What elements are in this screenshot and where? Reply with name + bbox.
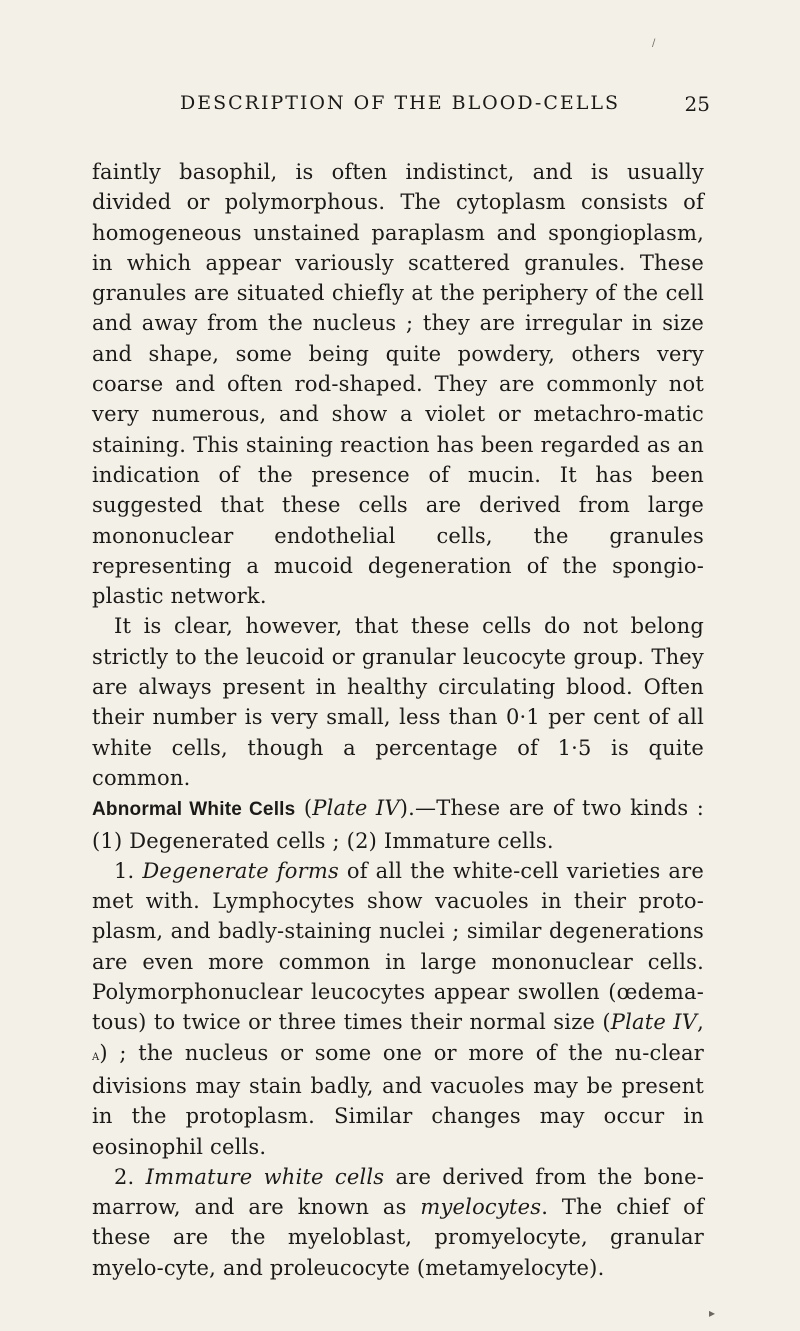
separator: , <box>697 1010 704 1035</box>
plate-reference: Plate IV <box>610 1010 698 1035</box>
term-myelocytes: myelocytes <box>420 1195 542 1220</box>
paragraph-immature-cells <box>92 1162 704 1283</box>
paragraph-text: . The chief of these are the myeloblast, promyelocyte, granular myelo-cyte, and proleucocyte (metamyelocyte). <box>92 1195 704 1280</box>
paragraph-basophil-description: faintly basophil, is often indistinct, and is usually divided or polymorphous. The cytoplasm consists of homogeneous unstained paraplasm and spongioplasm, in which appear variously scattered granules. These granules are situated chiefly at the periphery of the cell and away from the nucleus ; they are irregular in size and shape, some being quite powdery, others very coarse and often rod-shaped. They are commonly not very numerous, and show a violet or metachro-matic staining. This staining reaction has been regarded as an indication of the presence of mucin. It has been suggested that these cells are derived from large mononuclear endothelial cells, the granules representing a mucoid degeneration of the spongio-plastic network. <box>92 160 704 609</box>
term-immature-white-cells: Immature white cells <box>145 1164 385 1189</box>
paragraph-basophil-origin: It is clear, however, that these cells do not belong strictly to the leucoid or granular leucocyte group. They are always present in healthy circulating blood. Often their number is very small, less than 0·1 per cent of all white cells, though a percentage of 1·5 is quite common. <box>92 614 704 790</box>
paragraph-degenerate-forms <box>92 856 704 1162</box>
paragraph-abnormal-white-cells <box>92 793 704 856</box>
bottom-mark: ▸ <box>709 1306 716 1320</box>
paragraph-text: ).—These are of two kinds : (1) Degenerated cells ; (2) Immature cells. <box>92 796 704 853</box>
running-head: DESCRIPTION OF THE BLOOD-CELLS <box>179 92 621 114</box>
list-number: 2. <box>114 1164 146 1189</box>
plate-letter: a <box>92 1047 100 1064</box>
paragraph-text: are derived from the bone-marrow, and are known as <box>92 1164 705 1220</box>
page-number: 25 <box>684 92 710 116</box>
body-text <box>92 157 704 1283</box>
paragraph-text: of all the white-cell varieties are met with. Lymphocytes show vacuoles in their proto-plasm, and badly-staining nuclei ; similar degenerations are even more common in large mononuclear cells. Polymorphonuclear leucocytes appear swollen (œdema-tous) to twice or three times their normal size ( <box>92 858 704 1035</box>
section-heading: Abnormal White Cells <box>92 799 296 821</box>
term-degenerate-forms: Degenerate forms <box>142 858 339 883</box>
corner-mark: / <box>652 38 656 49</box>
plate-reference: Plate IV <box>312 796 400 821</box>
paragraph-text: ) ; the nucleus or some one or more of the nu-clear divisions may stain badly, and vacuoles may be present in the protoplasm. Similar changes may occur in eosinophil cells. <box>92 1040 704 1159</box>
page-header <box>90 92 710 124</box>
plate-ref-open: ( <box>303 796 313 821</box>
list-number: 1. <box>114 858 143 883</box>
